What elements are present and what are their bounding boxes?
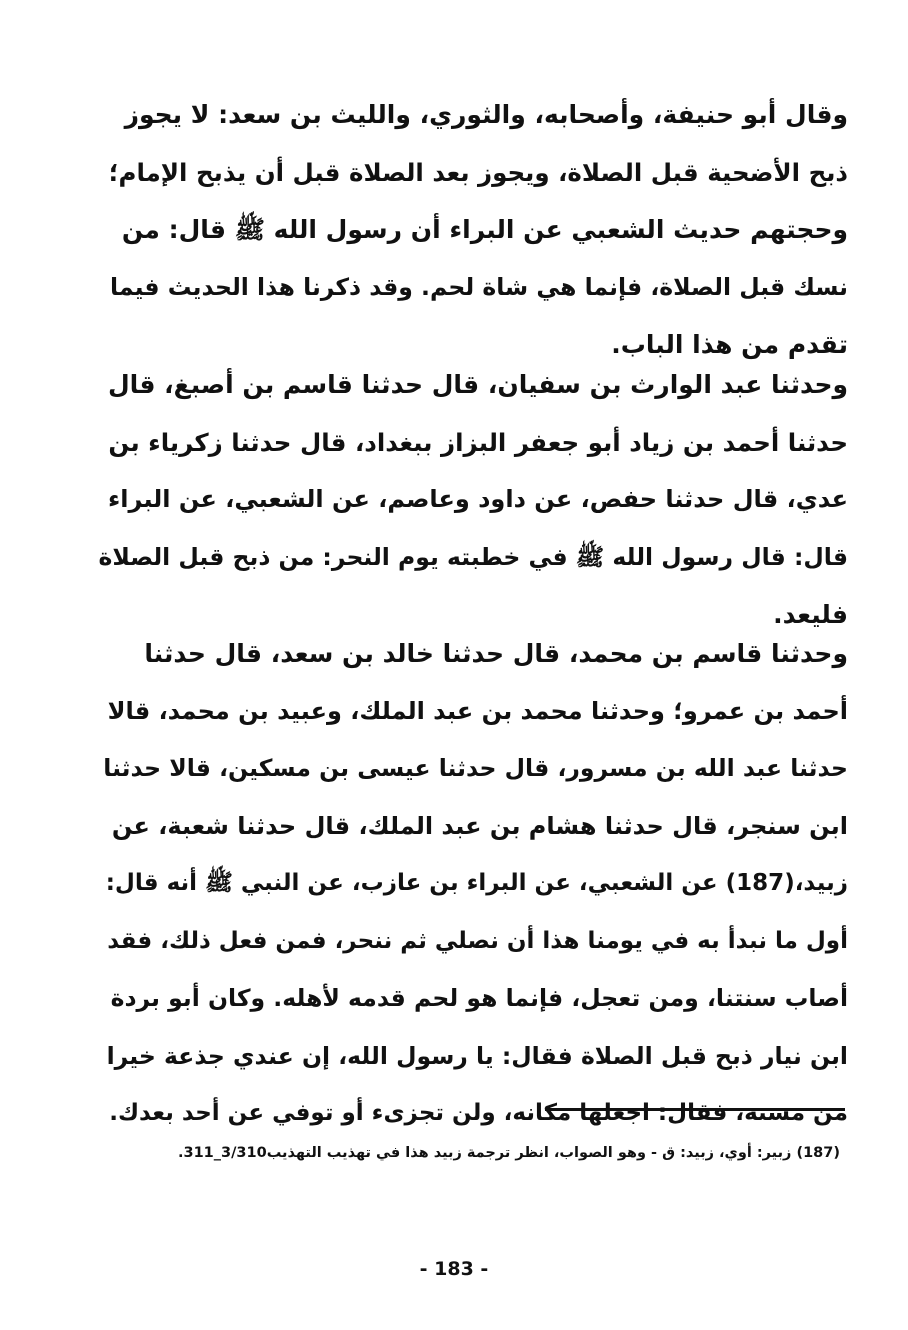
paragraph-1 — [98, 86, 848, 374]
text-line: حدثنا عبد الله بن مسرور، قال حدثنا عيسى بن مسكين، قالا حدثنا — [103, 754, 848, 782]
text-line: نسك قبل الصلاة، فإنما هي شاة لحم. وقد ذكرنا هذا الحديث فيما — [110, 272, 848, 301]
text-line: تقدم من هذا الباب. — [611, 330, 848, 359]
text-line: ذبح الأضحية قبل الصلاة، ويجوز بعد الصلاة قبل أن يذبح الإمام؛ — [108, 157, 848, 187]
text-line: وقال أبو حنيفة، وأصحابه، والثوري، والليث بن سعد: لا يجوز — [124, 100, 848, 129]
text-line: من مسنة، فقال: اجعلها مكانه، ولن تجزىء أو توفي عن أحد بعدك. — [109, 1100, 848, 1126]
text-line: وحجتهم حديث الشعبي عن البراء أن رسول الله ﷺ قال: من — [121, 215, 848, 244]
paragraph-3 — [98, 625, 848, 1143]
page-number: - 183 - — [419, 1258, 489, 1280]
text-line: أحمد بن عمرو؛ وحدثنا محمد بن عبد الملك، وعبيد بن محمد، قالا — [107, 696, 848, 725]
text-line: أصاب سنتنا، ومن تعجل، فإنما هو لحم قدمه لأهله. وكان أبو بردة — [110, 984, 848, 1012]
text-line: وحدثنا عبد الوارث بن سفيان، قال حدثنا قاسم بن أصبغ، قال — [107, 370, 848, 399]
text-line: وحدثنا قاسم بن محمد، قال حدثنا خالد بن سعد، قال حدثنا — [144, 639, 848, 668]
paragraph-2 — [98, 356, 848, 644]
text-line: قال: قال رسول الله ﷺ في خطبته يوم النحر: من ذبح قبل الصلاة — [98, 542, 848, 571]
text-line: أول ما نبدأ به في يومنا هذا أن نصلي ثم ننحر، فمن فعل ذلك، فقد — [107, 927, 848, 954]
footnote: (187) زبير: أوي، زبيد: ق - وهو الصواب، انظر ترجمة زبيد هذا في تهذيب التهذيب3/310_311. — [177, 1145, 840, 1161]
text-line: ابن نيار ذبح قبل الصلاة فقال: يا رسول الله، إن عندي جذعة خيرا — [106, 1041, 848, 1070]
text-line: عدي، قال حدثنا حفص، عن داود وعاصم، عن الشعبي، عن البراء — [108, 485, 848, 513]
text-line: ابن سنجر، قال حدثنا هشام بن عبد الملك، قال حدثنا شعبة، عن — [111, 811, 848, 840]
text-line: فليعد. — [773, 600, 848, 629]
text-line: زبيد،(187) عن الشعبي، عن البراء بن عازب، عن النبي ﷺ أنه قال: — [105, 870, 848, 896]
footnote-divider — [545, 1108, 845, 1111]
text-line: حدثنا أحمد بن زياد أبو جعفر البزاز ببغداد، قال حدثنا زكرياء بن — [108, 427, 848, 457]
